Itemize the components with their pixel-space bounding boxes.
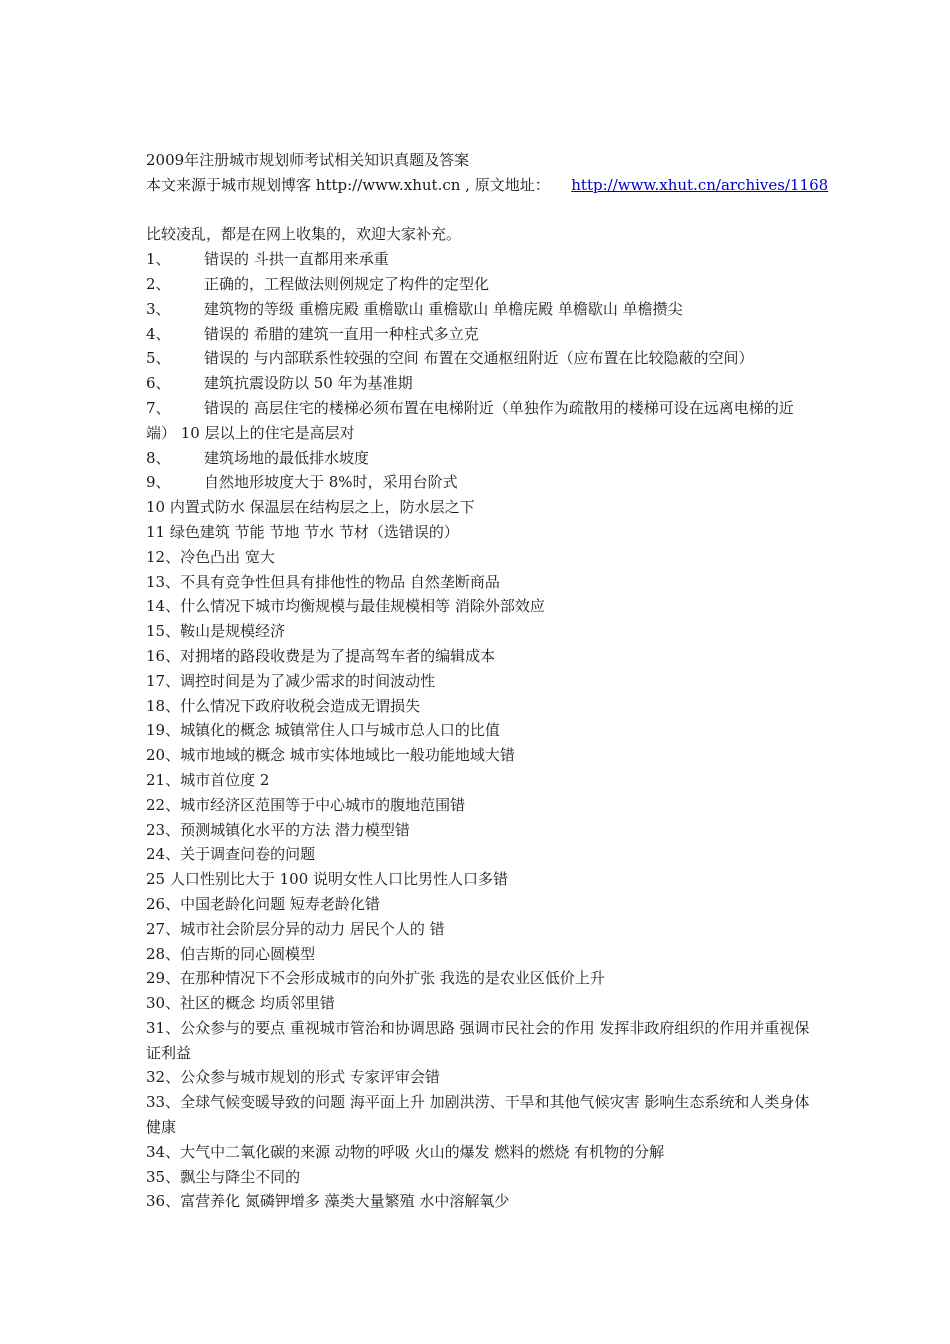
list-item: 20、城市地域的概念 城市实体地域比一般功能地域大错 bbox=[146, 746, 515, 765]
list-item: 15、鞍山是规模经济 bbox=[146, 622, 286, 641]
list-item bbox=[146, 247, 811, 272]
list-item: 23、预测城镇化水平的方法 潜力模型错 bbox=[146, 820, 410, 839]
item-number: 6、 bbox=[146, 374, 171, 393]
item-number: 2、 bbox=[146, 274, 171, 293]
list-item: 21、城市首位度 2 bbox=[146, 770, 270, 789]
list-item bbox=[146, 446, 811, 471]
item-number: 5、 bbox=[146, 349, 171, 368]
list-item: 30、社区的概念 均质邻里错 bbox=[146, 994, 335, 1013]
list-item: 29、在那种情况下不会形成城市的向外扩张 我选的是农业区低价上升 bbox=[146, 969, 605, 988]
list-item bbox=[146, 396, 811, 446]
list-item bbox=[146, 346, 811, 371]
item-text: 错误的 高层住宅的楼梯必须布置在电梯附近（单独作为疏散用的楼梯可设在远离电梯的近端） 10 层以上的住宅是高层对 bbox=[146, 398, 794, 442]
document-body bbox=[146, 148, 829, 1214]
list-item: 27、城市社会阶层分异的动力 居民个人的 错 bbox=[146, 919, 445, 938]
item-number: 1、 bbox=[146, 250, 171, 269]
item-number: 8、 bbox=[146, 448, 171, 467]
intro-text: 比较凌乱，都是在网上收集的，欢迎大家补充。 bbox=[146, 225, 462, 244]
list-item bbox=[146, 297, 811, 322]
list-item: 34、大气中二氧化碳的来源 动物的呼吸 火山的爆发 燃料的燃烧 有机物的分解 bbox=[146, 1142, 665, 1161]
list-item: 24、关于调查问卷的问题 bbox=[146, 845, 316, 864]
item-number: 7、 bbox=[146, 398, 171, 417]
item-number: 3、 bbox=[146, 299, 171, 318]
numbered-list bbox=[146, 247, 811, 495]
item-text: 正确的，工程做法则例规定了构件的定型化 bbox=[204, 274, 490, 293]
item-text: 错误的 希腊的建筑一直用一种柱式多立克 bbox=[204, 324, 479, 343]
list-item: 36、富营养化 氮磷钾增多 藻类大量繁殖 水中溶解氧少 bbox=[146, 1192, 510, 1211]
list-item: 25 人口性别比大于 100 说明女性人口比男性人口多错 bbox=[146, 870, 509, 889]
list-item: 26、中国老龄化问题 短寿老龄化错 bbox=[146, 894, 380, 913]
list-item bbox=[146, 322, 811, 347]
item-text: 错误的 与内部联系性较强的空间 布置在交通枢纽附近（应布置在比较隐蔽的空间） bbox=[204, 349, 754, 368]
list-item: 35、飘尘与降尘不同的 bbox=[146, 1167, 301, 1186]
document-title: 2009年注册城市规划师考试相关知识真题及答案 bbox=[146, 151, 470, 169]
list-item: 13、不具有竞争性但具有排他性的物品 自然垄断商品 bbox=[146, 572, 500, 591]
list-item: 10 内置式防水 保温层在结构层之上，防水层之下 bbox=[146, 498, 475, 517]
list-item bbox=[146, 470, 811, 495]
list-item: 18、什么情况下政府收税会造成无谓损失 bbox=[146, 696, 421, 715]
list-item: 16、对拥堵的路段收费是为了提高驾车者的编辑成本 bbox=[146, 646, 496, 665]
source-line bbox=[146, 173, 829, 198]
answer-list bbox=[146, 495, 811, 1214]
list-item: 17、调控时间是为了减少需求的时间波动性 bbox=[146, 671, 436, 690]
item-number: 9、 bbox=[146, 473, 171, 492]
list-item: 12、冷色凸出 宽大 bbox=[146, 547, 275, 566]
item-text: 错误的 斗拱一直都用来承重 bbox=[204, 250, 389, 269]
list-item: 33、全球气候变暖导致的问题 海平面上升 加剧洪涝、干旱和其他气候灾害 影响生态系统和人类身体健康 bbox=[146, 1093, 810, 1137]
list-item: 32、公众参与城市规划的形式 专家评审会错 bbox=[146, 1068, 440, 1087]
list-item: 31、公众参与的要点 重视城市管治和协调思路 强调市民社会的作用 发挥非政府组织的作用并重视保证利益 bbox=[146, 1018, 810, 1062]
item-text: 建筑抗震设防以 50 年为基准期 bbox=[204, 374, 413, 393]
list-item: 22、城市经济区范围等于中心城市的腹地范围错 bbox=[146, 795, 466, 814]
item-text: 自然地形坡度大于 8%时，采用台阶式 bbox=[204, 473, 458, 492]
source-link[interactable]: http://www.xhut.cn/archives/1168 bbox=[571, 175, 829, 194]
list-item: 19、城镇化的概念 城镇常住人口与城市总人口的比值 bbox=[146, 721, 500, 740]
list-item bbox=[146, 272, 811, 297]
item-text: 建筑物的等级 重檐庑殿 重檐歇山 重檐歇山 单檐庑殿 单檐歇山 单檐攒尖 bbox=[204, 299, 683, 318]
list-item: 11 绿色建筑 节能 节地 节水 节材（选错误的） bbox=[146, 522, 459, 541]
list-item bbox=[146, 371, 811, 396]
source-prefix: 本文来源于城市规划博客 http://www.xhut.cn , 原文地址： bbox=[146, 175, 550, 194]
blank-line bbox=[146, 198, 811, 223]
item-number: 4、 bbox=[146, 324, 171, 343]
item-text: 建筑场地的最低排水坡度 bbox=[204, 448, 370, 467]
list-item: 14、什么情况下城市均衡规模与最佳规模相等 消除外部效应 bbox=[146, 597, 545, 616]
list-item: 28、伯吉斯的同心圆模型 bbox=[146, 944, 316, 963]
